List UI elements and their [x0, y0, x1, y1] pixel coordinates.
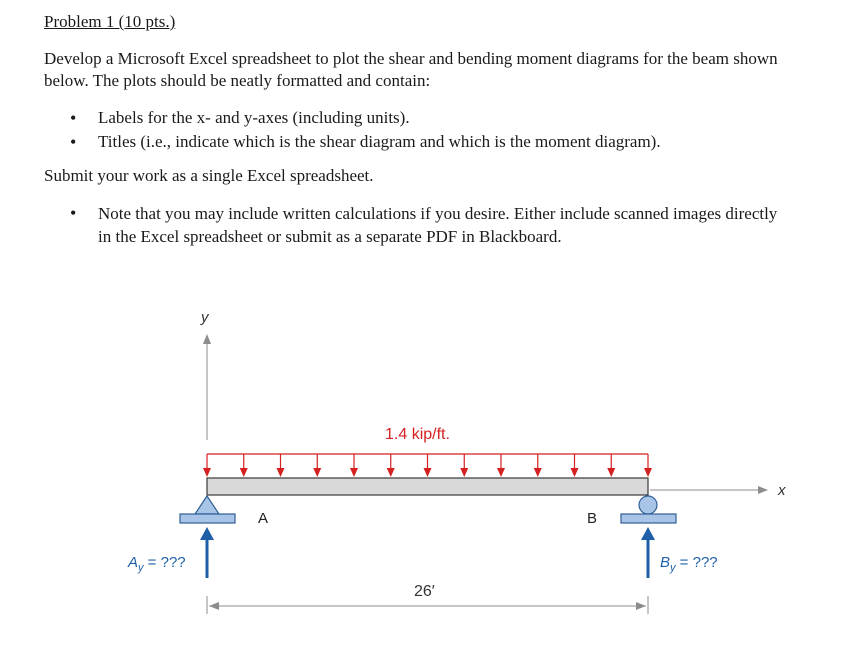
- support-b-label: B: [587, 510, 598, 527]
- reaction-a-label: $A_y$ = ???: [128, 554, 186, 574]
- load-arrowhead: [424, 468, 432, 477]
- reaction-b-label: $B_y$ = ???: [660, 554, 718, 574]
- problem-heading: Problem 1 (10 pts.): [44, 12, 176, 31]
- reaction-arrowhead-a: [200, 527, 214, 540]
- distributed-load-arrows: [203, 454, 652, 477]
- load-arrowhead: [571, 468, 579, 477]
- support-base-a: [180, 514, 235, 523]
- load-arrowhead: [277, 468, 285, 477]
- requirement-axes-labels: • Labels for the x- and y-axes (including units).: [70, 106, 810, 130]
- problem-description: Develop a Microsoft Excel spreadsheet to plot the shear and bending moment diagrams for the beam shown below. The plots should be neatly formatted and contain:: [44, 49, 778, 90]
- load-arrowhead: [350, 468, 358, 477]
- span-length-label: 26′: [414, 583, 435, 600]
- load-arrowhead: [497, 468, 505, 477]
- dimension-arrowhead-left: [209, 602, 219, 610]
- load-arrowhead: [203, 468, 211, 477]
- y-axis-arrowhead: [203, 334, 211, 344]
- support-base-b: [621, 514, 676, 523]
- pin-support-a: [195, 496, 219, 514]
- note-calculations: • Note that you may include written calculations if you desire. Either include scanned images directly in the Excel spreadsheet or submit as a separate PDF in Blackboard.: [70, 202, 790, 248]
- load-arrowhead: [387, 468, 395, 477]
- x-axis-label: x: [778, 482, 786, 499]
- dimension-arrowhead-right: [636, 602, 646, 610]
- reaction-arrowhead-b: [641, 527, 655, 540]
- load-arrowhead: [644, 468, 652, 477]
- roller-support-b: [639, 496, 657, 514]
- x-axis-arrowhead: [758, 486, 768, 494]
- submission-instruction: Submit your work as a single Excel spreadsheet.: [44, 166, 374, 185]
- requirement-titles: • Titles (i.e., indicate which is the shear diagram and which is the moment diagram).: [70, 130, 810, 154]
- y-axis-label: y: [201, 309, 209, 326]
- distributed-load-label: 1.4 kip/ft.: [385, 426, 450, 443]
- beam: [207, 478, 648, 495]
- load-arrowhead: [607, 468, 615, 477]
- support-a-label: A: [258, 510, 269, 527]
- load-arrowhead: [313, 468, 321, 477]
- load-arrowhead: [240, 468, 248, 477]
- load-arrowhead: [534, 468, 542, 477]
- load-arrowhead: [460, 468, 468, 477]
